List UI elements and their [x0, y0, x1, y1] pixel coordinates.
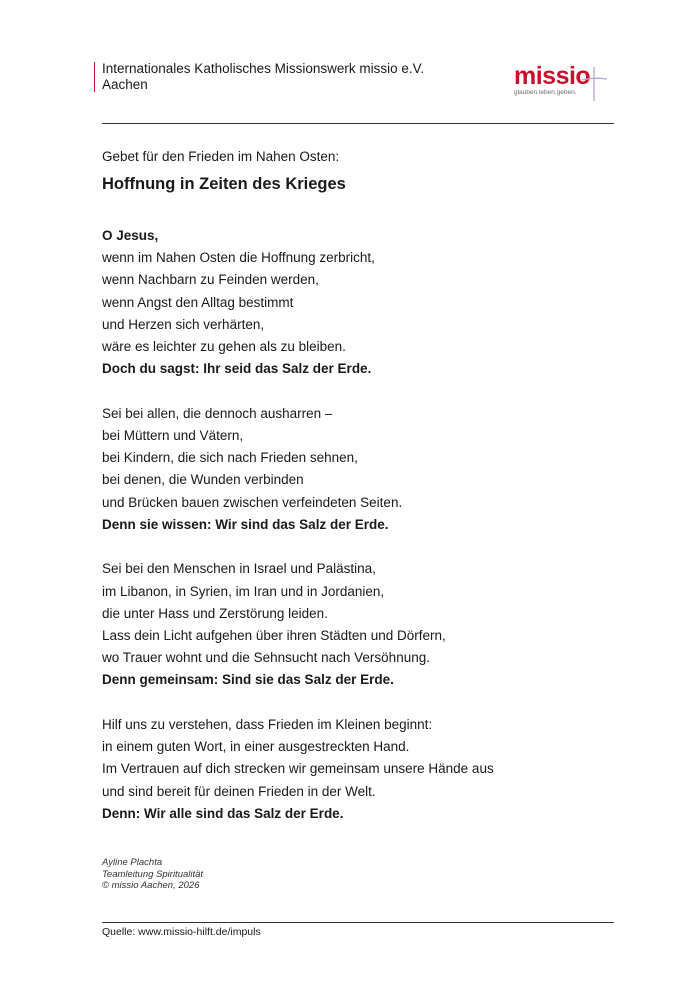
author-name: Ayline Plachta	[102, 857, 163, 868]
copyright-notice: © missio Aachen, 2026	[102, 880, 200, 891]
prayer-line: Lass dein Licht aufgehen über ihren Städten und Dörfern,	[102, 628, 446, 643]
prayer-line: bei Müttern und Vätern,	[102, 428, 244, 443]
prayer-line: bei Kindern, die sich nach Frieden sehnen,	[102, 450, 358, 466]
stanza-2	[102, 403, 494, 536]
prayer-line: O Jesus,	[102, 228, 159, 243]
prayer-text	[102, 225, 494, 825]
author-credits	[102, 857, 203, 892]
header-accent-bar	[94, 62, 95, 92]
prayer-line: und sind bereit für deinen Frieden in der Welt.	[102, 783, 376, 799]
prayer-line: Im Vertrauen auf dich strecken wir gemeinsam unsere Hände aus	[102, 761, 494, 777]
org-line-2: Aachen	[102, 77, 148, 92]
document-subtitle: Gebet für den Frieden im Nahen Osten:	[102, 149, 340, 164]
prayer-line: wäre es leichter zu gehen als zu bleiben.	[102, 338, 346, 354]
prayer-line: bei denen, die Wunden verbinden	[102, 472, 304, 488]
prayer-line: Sei bei den Menschen in Israel und Palästina,	[102, 561, 376, 577]
prayer-refrain: Denn sie wissen: Wir sind das Salz der Erde.	[102, 516, 389, 532]
document-title: Hoffnung in Zeiten des Krieges	[102, 175, 346, 193]
stanza-3	[102, 558, 494, 691]
prayer-line: wenn Nachbarn zu Feinden werden,	[102, 272, 319, 288]
prayer-line: die unter Hass und Zerstörung leiden.	[102, 605, 328, 621]
header-divider	[102, 123, 614, 124]
prayer-line: wenn Angst den Alltag bestimmt	[102, 294, 294, 310]
prayer-line: und Brücken bauen zwischen verfeindeten Seiten.	[102, 494, 403, 510]
prayer-line: Hilf uns zu verstehen, dass Frieden im Kleinen beginnt:	[102, 717, 433, 733]
org-line-1: Internationales Katholisches Missionswerk missio e.V.	[102, 61, 425, 76]
stanza-1	[102, 225, 494, 380]
organization-name	[102, 61, 424, 93]
author-role: Teamleitung Spiritualität	[102, 868, 204, 880]
logo-tagline: glauben.leben.geben.	[514, 89, 577, 96]
prayer-line: in einem guten Wort, in einer ausgestreckten Hand.	[102, 739, 410, 755]
stanza-4	[102, 714, 494, 825]
prayer-refrain: Denn: Wir alle sind das Salz der Erde.	[102, 805, 344, 821]
prayer-line: wo Trauer wohnt und die Sehnsucht nach Versöhnung.	[102, 650, 430, 666]
cross-icon	[580, 67, 608, 101]
footer-divider	[102, 922, 614, 923]
prayer-line: wenn im Nahen Osten die Hoffnung zerbricht,	[102, 250, 375, 266]
prayer-refrain: Doch du sagst: Ihr seid das Salz der Erde.	[102, 361, 372, 377]
prayer-line: im Libanon, in Syrien, im Iran und in Jordanien,	[102, 583, 385, 599]
prayer-line: und Herzen sich verhärten,	[102, 316, 265, 332]
missio-logo	[514, 63, 614, 103]
prayer-line: Sei bei allen, die dennoch ausharren –	[102, 405, 333, 421]
logo-wordmark: missio	[514, 62, 591, 90]
source-link: Quelle: www.missio-hilft.de/impuls	[102, 926, 261, 938]
prayer-refrain: Denn gemeinsam: Sind sie das Salz der Erde.	[102, 672, 394, 688]
